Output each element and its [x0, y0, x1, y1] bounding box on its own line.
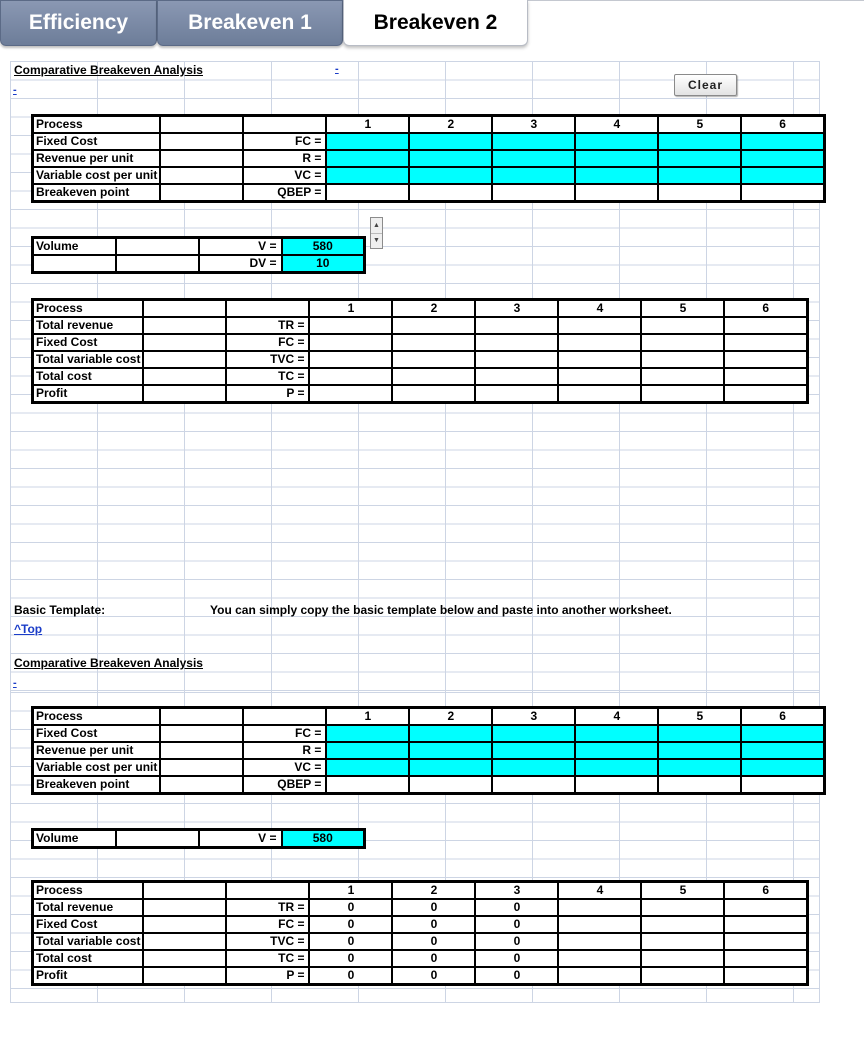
row-symbol: TVC =: [226, 351, 309, 368]
process-number: 5: [658, 116, 741, 134]
input-cell[interactable]: [575, 742, 658, 759]
input-cell[interactable]: [326, 150, 409, 167]
row-symbol: FC =: [226, 916, 309, 933]
process-number: 6: [741, 116, 824, 134]
process-number: 5: [641, 882, 724, 900]
row-label: Total revenue: [33, 899, 144, 916]
delta-volume-input[interactable]: 10: [282, 255, 365, 273]
input-cell[interactable]: [492, 150, 575, 167]
volume-spinner[interactable]: [370, 217, 383, 249]
input-cell[interactable]: [741, 150, 824, 167]
table-row: [33, 882, 808, 900]
inputs-table: [31, 114, 826, 203]
tab-breakeven-2[interactable]: Breakeven 2: [343, 0, 528, 46]
spin-up-icon[interactable]: ▲: [373, 221, 380, 229]
table-row: [33, 742, 825, 759]
input-cell[interactable]: [492, 133, 575, 150]
table-row: [33, 368, 808, 385]
top-link[interactable]: ^Top: [14, 622, 43, 636]
process-number: 1: [309, 882, 392, 900]
row-label: Total variable cost: [33, 933, 144, 950]
input-cell[interactable]: [741, 167, 824, 184]
input-cell[interactable]: [326, 725, 409, 742]
table-row: [33, 351, 808, 368]
process-number: 3: [475, 300, 558, 318]
row-symbol: TC =: [226, 950, 309, 967]
result-cell: [326, 184, 409, 202]
input-cell[interactable]: [492, 742, 575, 759]
input-cell[interactable]: [492, 167, 575, 184]
process-number: 4: [575, 708, 658, 726]
process-number: 2: [392, 300, 475, 318]
table-row: [33, 317, 808, 334]
row-label: Total revenue: [33, 317, 144, 334]
value-cell: 0: [475, 899, 558, 916]
template-results-table: [31, 880, 809, 986]
volume-label: Volume: [33, 238, 116, 256]
table-row: [33, 725, 825, 742]
input-cell[interactable]: [409, 167, 492, 184]
value-cell: 0: [392, 916, 475, 933]
process-header: Process: [33, 882, 144, 900]
table-row: [33, 238, 365, 256]
process-header: Process: [33, 300, 144, 318]
link-marker[interactable]: -: [13, 677, 17, 689]
row-label: Total cost: [33, 950, 144, 967]
row-label: Total cost: [33, 368, 144, 385]
process-number: 3: [475, 882, 558, 900]
value-cell: 0: [475, 916, 558, 933]
row-symbol: VC =: [243, 759, 326, 776]
row-label: Revenue per unit: [33, 150, 161, 167]
row-label: Total variable cost: [33, 351, 144, 368]
row-symbol: QBEP =: [243, 184, 326, 202]
input-cell[interactable]: [575, 150, 658, 167]
table-row: [33, 150, 825, 167]
row-symbol: FC =: [243, 133, 326, 150]
row-label: Revenue per unit: [33, 742, 161, 759]
value-cell: 0: [475, 967, 558, 985]
table-row: [33, 916, 808, 933]
result-cell: [492, 184, 575, 202]
value-cell: 0: [392, 899, 475, 916]
input-cell[interactable]: [409, 725, 492, 742]
process-number: 2: [392, 882, 475, 900]
input-cell[interactable]: [575, 133, 658, 150]
input-cell[interactable]: [326, 167, 409, 184]
row-symbol: R =: [243, 150, 326, 167]
table-row: [33, 830, 365, 848]
table-row: [33, 255, 365, 273]
process-number: 6: [741, 708, 824, 726]
row-symbol: VC =: [243, 167, 326, 184]
row-label: Fixed Cost: [33, 133, 161, 150]
value-cell: 0: [392, 933, 475, 950]
process-number: 4: [575, 116, 658, 134]
result-cell: [741, 184, 824, 202]
process-number: 6: [724, 300, 807, 318]
input-cell[interactable]: [575, 759, 658, 776]
row-symbol: FC =: [226, 334, 309, 351]
process-number: 1: [326, 116, 409, 134]
process-header: Process: [33, 116, 161, 134]
link-marker[interactable]: -: [335, 63, 339, 75]
table-row: [33, 759, 825, 776]
row-symbol: V =: [199, 238, 282, 256]
value-cell: 0: [309, 933, 392, 950]
process-number: 4: [558, 300, 641, 318]
volume-input[interactable]: 580: [282, 238, 365, 256]
row-label: Fixed Cost: [33, 725, 161, 742]
input-cell[interactable]: [658, 742, 741, 759]
row-label: Variable cost per unit: [33, 759, 161, 776]
table-row: [33, 385, 808, 403]
input-cell[interactable]: [326, 759, 409, 776]
table-row: [33, 776, 825, 794]
result-cell: [409, 184, 492, 202]
tab-breakeven-1[interactable]: Breakeven 1: [157, 0, 343, 46]
row-symbol: FC =: [243, 725, 326, 742]
input-cell[interactable]: [326, 742, 409, 759]
input-cell[interactable]: [575, 725, 658, 742]
table-row: [33, 950, 808, 967]
input-cell[interactable]: [409, 759, 492, 776]
template-title: Comparative Breakeven Analysis: [14, 656, 203, 670]
table-row: [33, 184, 825, 202]
table-row: [33, 334, 808, 351]
input-cell[interactable]: [658, 759, 741, 776]
volume-table: [31, 236, 366, 274]
input-cell[interactable]: [741, 133, 824, 150]
results-table: [31, 298, 809, 404]
value-cell: 0: [475, 950, 558, 967]
tab-efficiency[interactable]: Efficiency: [0, 0, 157, 46]
clear-button[interactable]: Clear: [674, 74, 737, 96]
row-symbol: QBEP =: [243, 776, 326, 794]
volume-input[interactable]: 580: [282, 830, 365, 848]
value-cell: 0: [309, 916, 392, 933]
row-symbol: TR =: [226, 317, 309, 334]
input-cell[interactable]: [658, 133, 741, 150]
table-row: [33, 967, 808, 985]
result-cell: [658, 184, 741, 202]
table-row: [33, 167, 825, 184]
process-header: Process: [33, 708, 161, 726]
row-symbol: V =: [199, 830, 282, 848]
input-cell[interactable]: [326, 133, 409, 150]
row-symbol: TVC =: [226, 933, 309, 950]
table-row: [33, 933, 808, 950]
basic-template-label: Basic Template:: [14, 603, 106, 617]
process-number: 2: [409, 708, 492, 726]
input-cell[interactable]: [492, 759, 575, 776]
value-cell: 0: [309, 899, 392, 916]
input-cell[interactable]: [658, 150, 741, 167]
process-number: 4: [558, 882, 641, 900]
input-cell[interactable]: [492, 725, 575, 742]
row-symbol: R =: [243, 742, 326, 759]
template-inputs-table: [31, 706, 826, 795]
input-cell[interactable]: [658, 167, 741, 184]
process-number: 5: [658, 708, 741, 726]
input-cell[interactable]: [575, 167, 658, 184]
volume-label: Volume: [33, 830, 116, 848]
value-cell: 0: [392, 950, 475, 967]
table-row: [33, 899, 808, 916]
row-label: Fixed Cost: [33, 916, 144, 933]
row-label: Profit: [33, 385, 144, 403]
link-marker[interactable]: -: [13, 84, 17, 96]
table-row: [33, 133, 825, 150]
row-symbol: TR =: [226, 899, 309, 916]
input-cell[interactable]: [409, 150, 492, 167]
table-row: [33, 116, 825, 134]
row-label: Breakeven point: [33, 184, 161, 202]
process-number: 5: [641, 300, 724, 318]
spin-down-icon[interactable]: ▼: [371, 233, 382, 249]
value-cell: 0: [475, 933, 558, 950]
input-cell[interactable]: [409, 742, 492, 759]
input-cell[interactable]: [741, 759, 824, 776]
table-row: [33, 300, 808, 318]
process-number: 6: [724, 882, 807, 900]
row-symbol: P =: [226, 385, 309, 403]
input-cell[interactable]: [409, 133, 492, 150]
template-instructions: You can simply copy the basic template below and paste into another worksheet.: [210, 603, 672, 617]
value-cell: 0: [392, 967, 475, 985]
input-cell[interactable]: [658, 725, 741, 742]
value-cell: 0: [309, 967, 392, 985]
row-label: Fixed Cost: [33, 334, 144, 351]
process-number: 3: [492, 708, 575, 726]
sheet-title: Comparative Breakeven Analysis: [14, 63, 203, 77]
process-number: 3: [492, 116, 575, 134]
row-symbol: TC =: [226, 368, 309, 385]
row-symbol: P =: [226, 967, 309, 985]
table-row: [33, 708, 825, 726]
process-number: 1: [309, 300, 392, 318]
row-label: Breakeven point: [33, 776, 161, 794]
input-cell[interactable]: [741, 742, 824, 759]
process-number: 1: [326, 708, 409, 726]
template-volume-table: [31, 828, 366, 849]
input-cell[interactable]: [741, 725, 824, 742]
row-label: Variable cost per unit: [33, 167, 161, 184]
value-cell: 0: [309, 950, 392, 967]
result-cell: [575, 184, 658, 202]
process-number: 2: [409, 116, 492, 134]
row-symbol: DV =: [199, 255, 282, 273]
row-label: Profit: [33, 967, 144, 985]
